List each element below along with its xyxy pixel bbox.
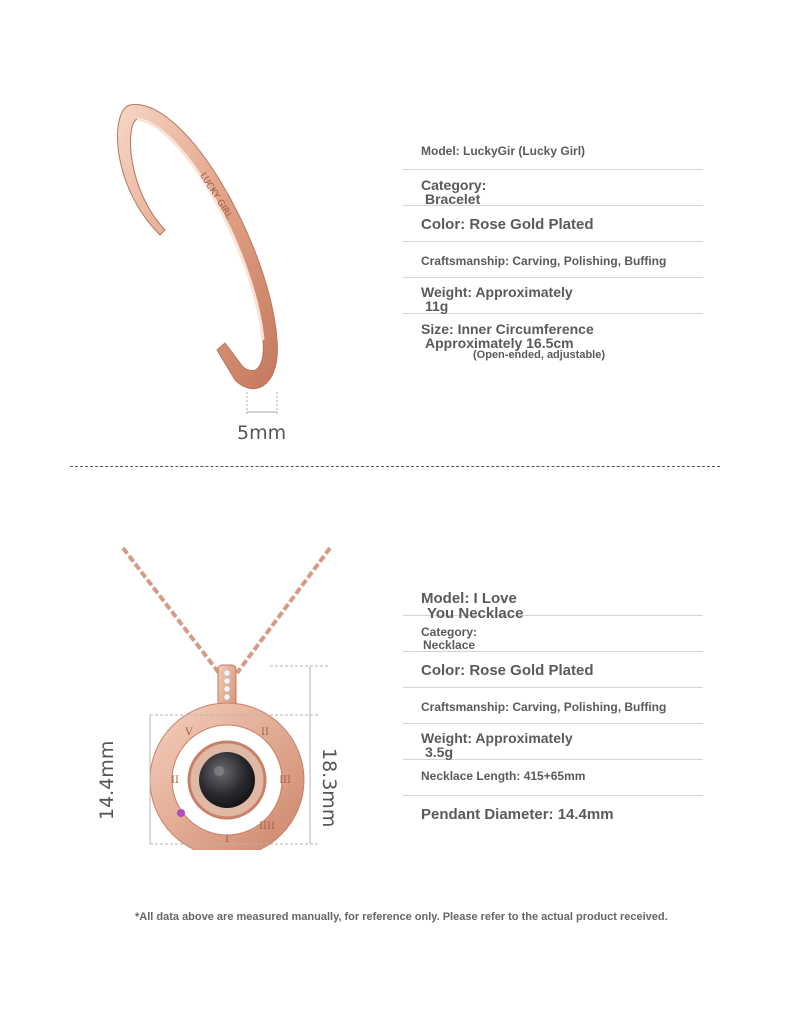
svg-text:II: II [261,727,269,738]
bracelet-spec-craftsmanship: Craftsmanship: Carving, Polishing, Buffing [403,242,703,278]
bracelet-spec-category: Category: Bracelet [403,170,703,206]
necklace-spec-weight: Weight: Approximately 3.5g [403,724,703,760]
bracelet-image [105,95,305,425]
measurement-disclaimer: *All data above are measured manually, for reference only. Please refer to the actual product received. [135,911,668,923]
necklace-spec-color: Color: Rose Gold Plated [403,652,703,688]
svg-text:V: V [185,727,193,738]
bracelet-spec-size: Size: Inner Circumference Approximately 16.5cm (Open-ended, adjustable) [421,321,606,361]
bracelet-width-label: 5mm [237,422,287,444]
necklace-spec-category: Category: Necklace [403,616,703,652]
necklace-height-label: 18.3mm [318,748,340,828]
necklace-spec-length: Necklace Length: 415+65mm [403,760,703,796]
necklace-dimension-lines [120,660,335,850]
necklace-diameter-label: 14.4mm [96,740,118,820]
svg-text:II: II [171,775,179,786]
necklace-spec-craftsmanship: Craftsmanship: Carving, Polishing, Buffing [403,688,703,724]
bracelet-spec-model: Model: LuckyGir (Lucky Girl) [403,132,703,170]
necklace-spec-pendant-diameter: Pendant Diameter: 14.4mm [421,806,614,823]
svg-text:III: III [279,775,291,786]
bracelet-spec-color: Color: Rose Gold Plated [403,206,703,242]
section-divider [70,466,720,467]
bracelet-spec-weight: Weight: Approximately 11g [403,278,703,314]
svg-text:IIII: IIII [259,821,275,832]
bracelet-engraving: LUCKY GIRL [197,171,234,221]
necklace-spec-model: Model: I Love You Necklace [403,580,703,616]
svg-text:I: I [225,834,229,845]
bracelet-width-dimension-lines [240,392,284,420]
